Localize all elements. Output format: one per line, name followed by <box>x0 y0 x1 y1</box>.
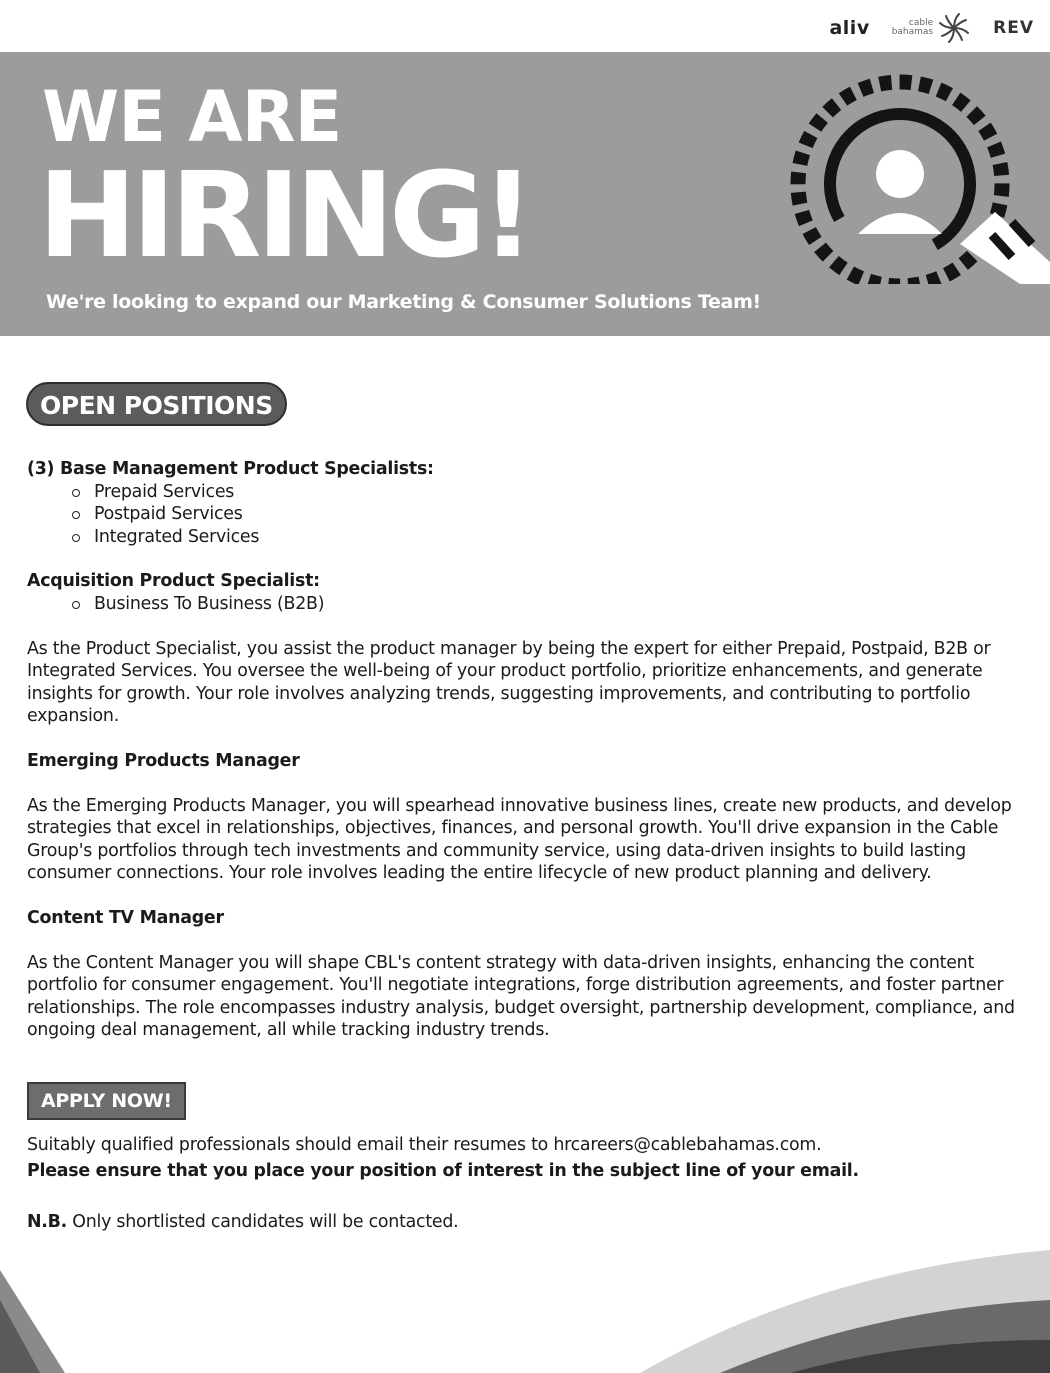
banner-line2: HIRING! <box>38 146 530 284</box>
product-specialist-description: As the Product Specialist, you assist the product manager by being the expert for either Prepaid, Postpaid, B2B or Integrated Services. You oversee the well-being of your product portfolio, prioritize enhancements, and generate insights for growth. Your role involves analyzing trends, suggesting improvements, and contributing to portfolio expansion. <box>27 638 991 727</box>
emerging-products-heading: Emerging Products Manager <box>27 750 300 771</box>
base-specialists-heading: (3) Base Management Product Specialists: <box>27 459 434 479</box>
list-item: Business To Business (B2B) <box>94 593 1032 616</box>
apply-now-badge: APPLY NOW! <box>27 1082 186 1120</box>
hiring-banner <box>0 52 1050 336</box>
open-positions-badge: OPEN POSITIONS <box>26 382 287 426</box>
content-tv-heading: Content TV Manager <box>27 907 224 928</box>
apply-subject-note: Please ensure that you place your position of interest in the subject line of your email. <box>27 1161 859 1182</box>
acquisition-specialist-heading: Acquisition Product Specialist: <box>27 571 320 592</box>
banner-line1: WE ARE <box>42 76 342 158</box>
decorative-swoosh <box>0 1200 1050 1373</box>
content-tv-description: As the Content Manager you will shape CBL's content strategy with data-driven insights, enhancing the content portfolio for consumer engagement. You'll negotiate integrations, forge distribution agreements, and foster partner relationships. The role encompasses industry analysis, budget oversight, partnership development, compliance, and ongoing deal management, all while tracking industry trends. <box>27 952 1015 1041</box>
magnifier-person-icon <box>790 62 1050 284</box>
aliv-logo: aliv <box>829 17 870 39</box>
rev-logo: REV <box>993 18 1034 38</box>
banner-subtitle: We're looking to expand our Marketing & Consumer Solutions Team! <box>46 291 761 313</box>
list-item: Integrated Services <box>94 526 1032 549</box>
cable-bahamas-star-icon <box>937 11 971 45</box>
job-listing-content <box>27 458 1032 1234</box>
list-item: Postpaid Services <box>94 503 1032 526</box>
nb-text: Only shortlisted candidates will be contacted. <box>67 1212 459 1233</box>
emerging-products-description: As the Emerging Products Manager, you will spearhead innovative business lines, create new products, and develop strategies that excel in relationships, objectives, finances, and personal growth. You'll drive expansion in the Cable Group's portfolios through tech investments and community service, using data-driven insights to build lasting consumer connections. Your role involves leading the entire lifecycle of new product planning and delivery. <box>27 795 1012 884</box>
acquisition-specialist-list <box>27 593 1032 616</box>
base-specialists-list <box>27 481 1032 549</box>
list-item: Prepaid Services <box>94 481 1032 504</box>
apply-instructions: Suitably qualified professionals should email their resumes to hrcareers@cablebahamas.com. <box>27 1134 822 1155</box>
nb-label: N.B. <box>27 1212 68 1233</box>
cable-bahamas-logo: cable bahamas <box>892 11 971 45</box>
logo-bar <box>829 10 1034 46</box>
